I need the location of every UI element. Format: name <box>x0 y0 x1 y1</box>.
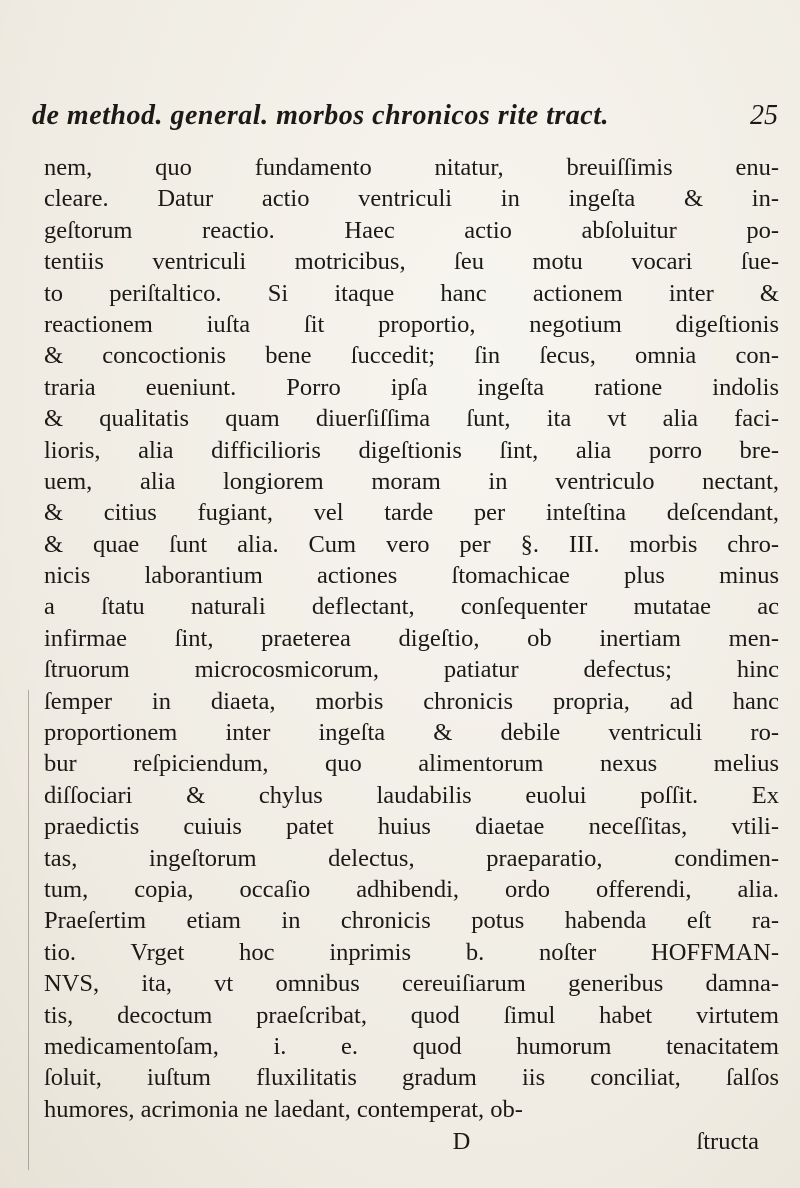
page-footer <box>44 1126 779 1158</box>
text-line: traria eueniunt. Porro ipſa ingeſta ratione indolis <box>44 373 779 401</box>
text-line: to periſtaltico. Si itaque hanc actionem inter & <box>44 279 779 307</box>
catchword: ſtructa <box>696 1128 759 1155</box>
text-line: tio. Vrget hoc inprimis b. noſter HOFFMAN- <box>44 938 779 966</box>
margin-rule <box>28 690 29 1170</box>
text-line: nicis laborantium actiones ſtomachicae plus minus <box>44 562 779 590</box>
text-line: tentiis ventriculi motricibus, ſeu motu vocari ſue- <box>44 248 779 276</box>
text-line: geſtorum reactio. Haec actio abſoluitur po- <box>44 216 779 244</box>
text-line: medicamentoſam, i. e. quod humorum tenacitatem <box>44 1032 779 1060</box>
running-title: de method. general. morbos chronicos rite tract. <box>32 100 609 131</box>
text-line: diſſociari & chylus laudabilis euolui poſſit. Ex <box>44 781 779 809</box>
text-line: nem, quo fundamento nitatur, breuiſſimis enu- <box>44 154 779 181</box>
text-line: tas, ingeſtorum delectus, praeparatio, condimen- <box>44 844 779 872</box>
text-line: NVS, ita, vt omnibus cereuiſiarum generibus damna- <box>44 970 779 998</box>
text-line: uem, alia longiorem moram in ventriculo nectant, <box>44 467 779 495</box>
text-line: tis, decoctum praeſcribat, quod ſimul habet virtutem <box>44 1001 779 1029</box>
text-line: Praeſertim etiam in chronicis potus habenda eſt ra- <box>44 907 779 935</box>
text-line: & qualitatis quam diuerſiſſima ſunt, ita vt alia faci- <box>44 405 779 433</box>
text-line: & citius fugiant, vel tarde per inteſtina deſcendant, <box>44 499 779 527</box>
text-line: tum, copia, occaſio adhibendi, ordo offerendi, alia. <box>44 875 779 903</box>
text-line: bur reſpiciendum, quo alimentorum nexus melius <box>44 750 779 778</box>
text-line: & quae ſunt alia. Cum vero per §. III. morbis chro- <box>44 530 779 558</box>
signature-mark: D <box>452 1128 471 1155</box>
page-header <box>20 100 790 140</box>
text-line: ſemper in diaeta, morbis chronicis propria, ad hanc <box>44 687 779 715</box>
text-line: & concoctionis bene ſuccedit; ſin ſecus, omnia con- <box>44 342 779 370</box>
text-line: ſoluit, iuſtum fluxilitatis gradum iis conciliat, ſalſos <box>44 1064 779 1092</box>
text-line: lioris, alia difficilioris digeſtionis ſint, alia porro bre- <box>44 436 779 464</box>
text-line: infirmae ſint, praeterea digeſtio, ob inertiam men- <box>44 624 779 652</box>
text-line: humores, acrimonia ne laedant, contemperat, ob- <box>44 1095 523 1123</box>
text-line: ſtruorum microcosmicorum, patiatur defectus; hinc <box>44 656 779 684</box>
body-text <box>44 152 779 1125</box>
text-line: reactionem iuſta ſit proportio, negotium digeſtionis <box>44 310 779 338</box>
text-line: cleare. Datur actio ventriculi in ingeſta & in- <box>44 185 779 213</box>
text-line: praedictis cuiuis patet huius diaetae neceſſitas, vtili- <box>44 813 779 841</box>
text-line: a ſtatu naturali deflectant, conſequenter mutatae ac <box>44 593 779 621</box>
page-number: 25 <box>750 100 778 131</box>
text-line: proportionem inter ingeſta & debile ventriculi ro- <box>44 719 779 747</box>
